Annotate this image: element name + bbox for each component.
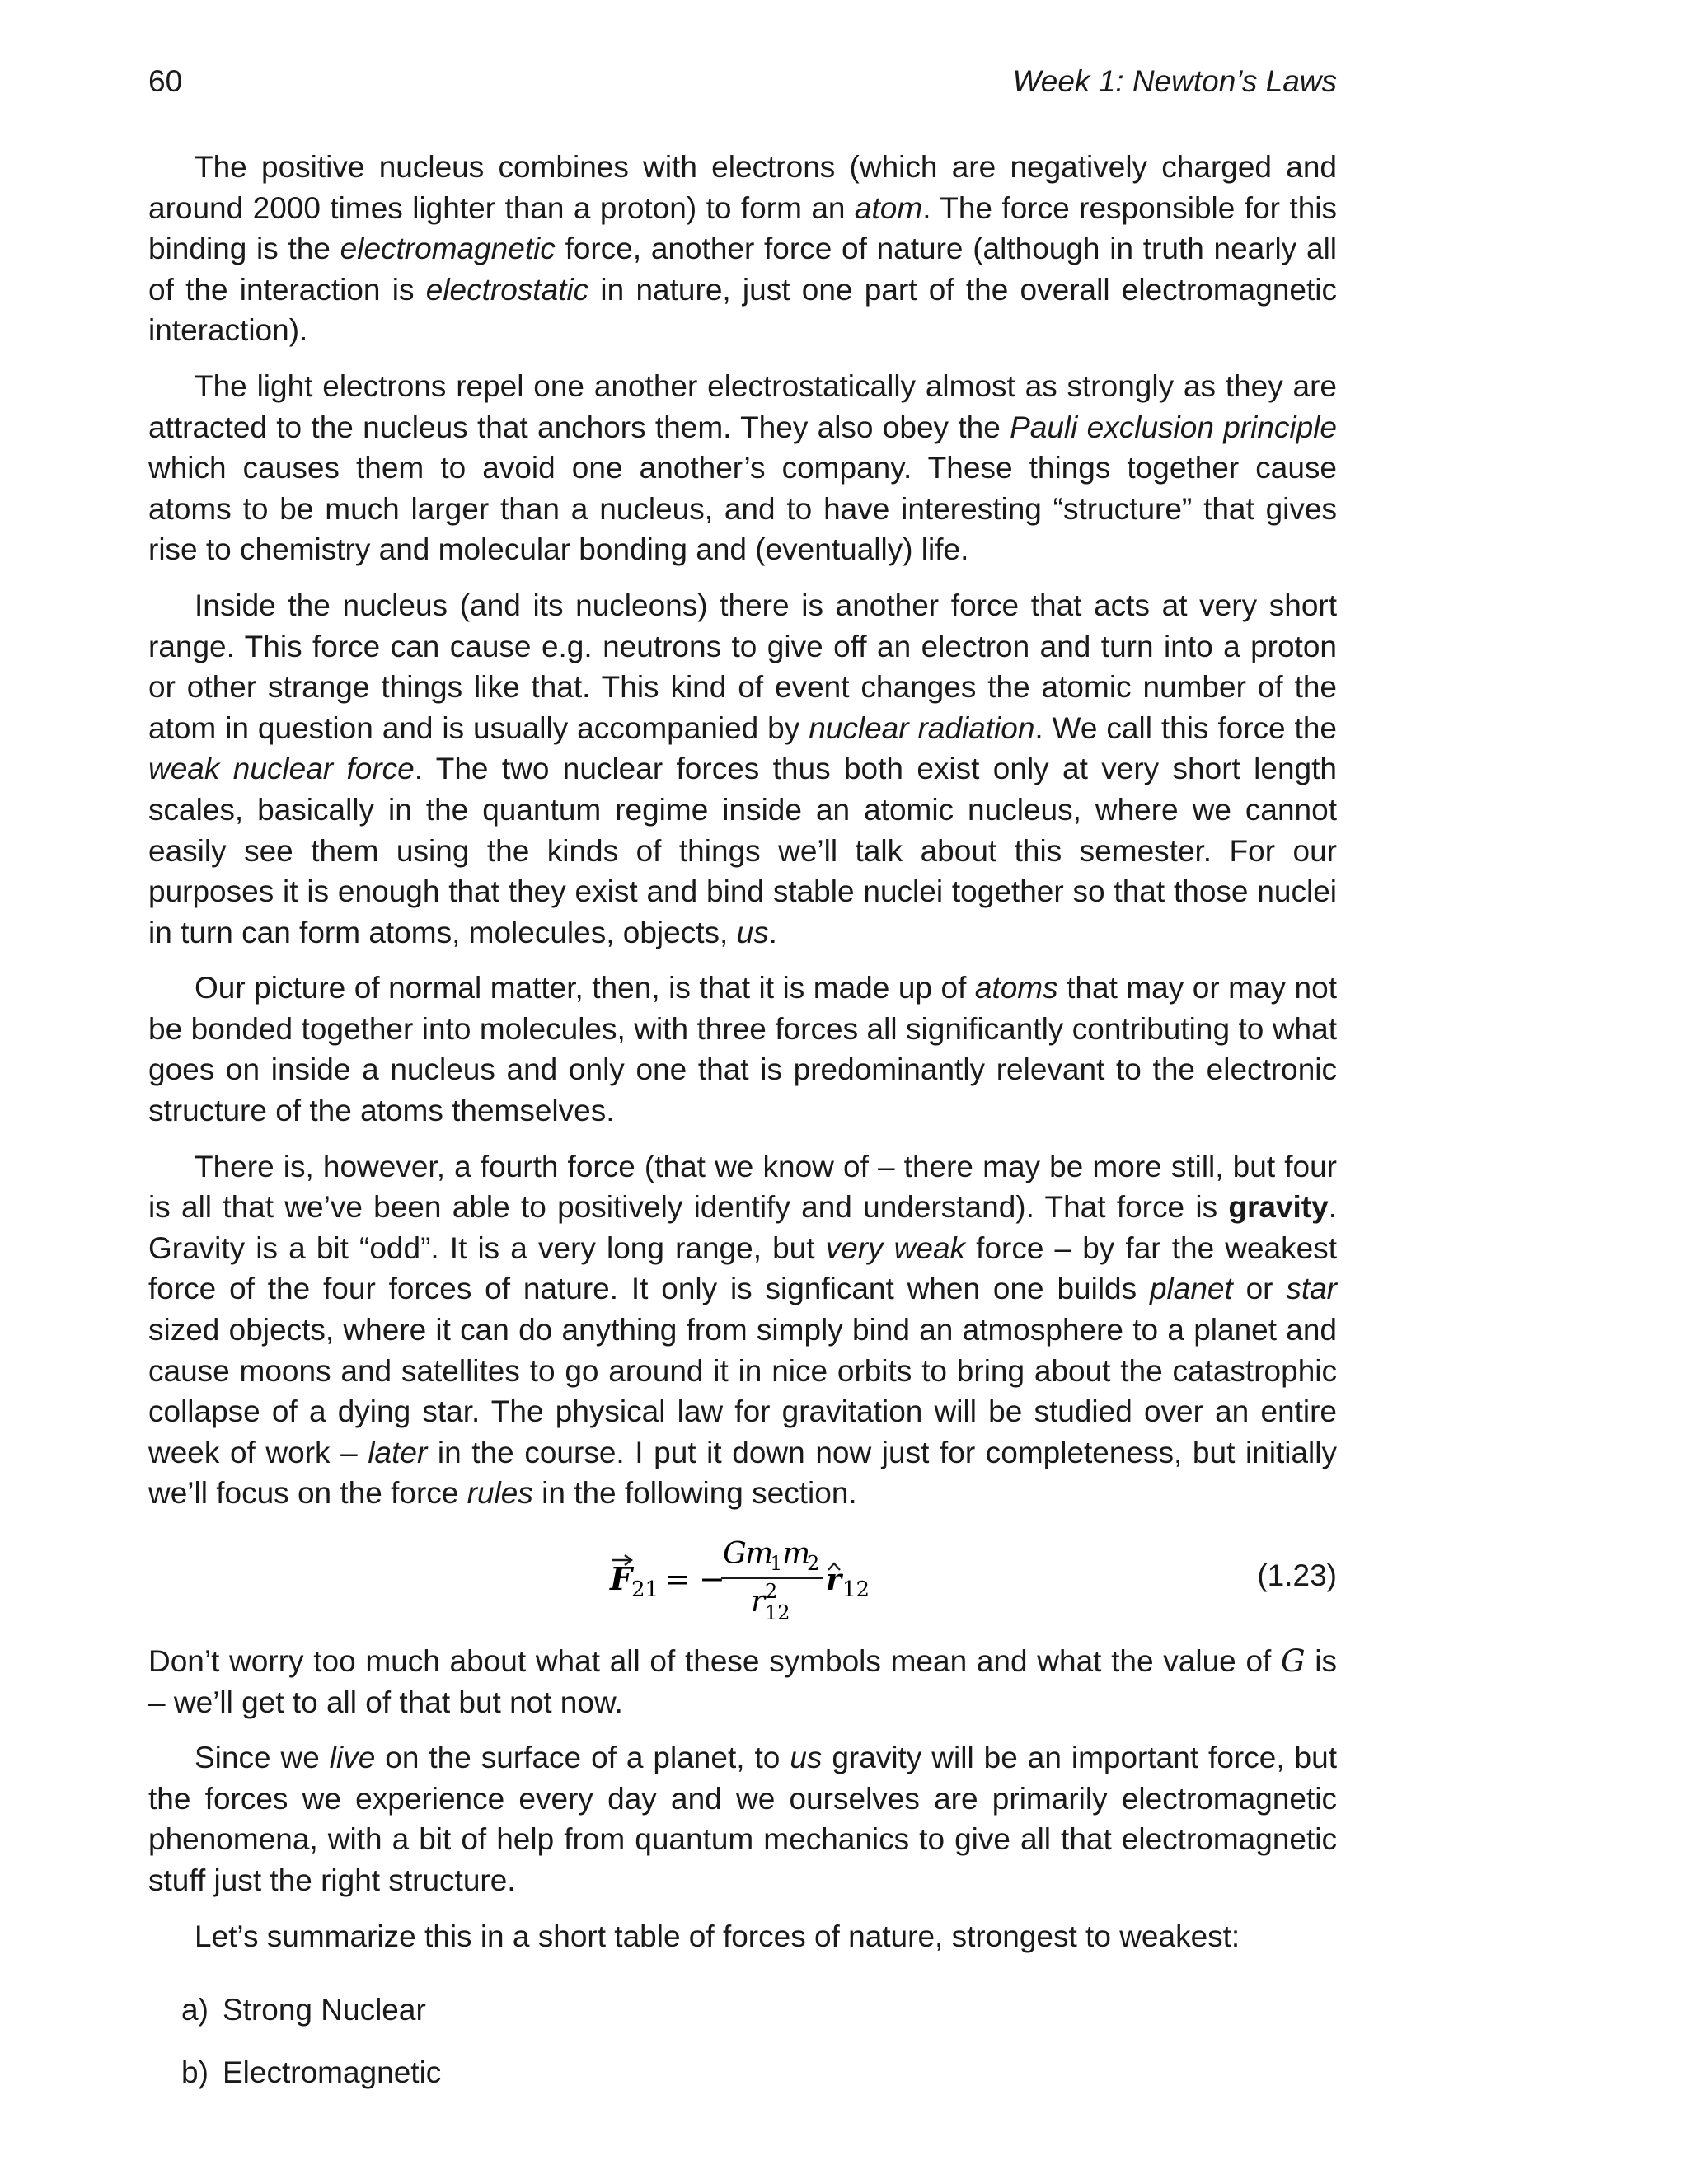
mass-symbol-1: m	[745, 1537, 774, 1571]
emphasis-text: planet	[1149, 1272, 1233, 1306]
minus-sign: −	[699, 1561, 725, 1597]
paragraph	[148, 968, 1337, 1131]
text-run: or	[1232, 1272, 1287, 1306]
paragraphs-after-equation	[148, 1737, 1337, 1957]
after-equation-text-2: is – we’ll get to all of that but not now.	[148, 1644, 1338, 1719]
text-run: . Gravity is a bit “odd”. It is a very long range, but	[148, 1190, 1337, 1265]
list-item	[181, 2052, 1337, 2093]
text-run: in nature, just one part of the overall electromagnetic interaction).	[148, 272, 1337, 348]
text-run: . The two nuclear forces thus both exist only at very short length scales, basically in the quantum regime inside an atomic nucleus, where we cannot easily see them using the kinds of things we’ll talk about this semester. For our purposes it is enough that they exist and bind stable nuclei together so that those nuclei in turn can form atoms, molecules, objects,	[148, 752, 1337, 949]
emphasis-text: live	[329, 1741, 376, 1775]
running-head: Week 1: Newton’s Laws	[1012, 64, 1337, 98]
list-item	[181, 1990, 1337, 2031]
emphasis-text: electrostatic	[425, 272, 589, 307]
text-run: Inside the nucleus (and its nucleons) there is another force that acts at very short range. This force can cause e.g. neutrons to give off an electron and turn into a proton or other strange things like that. This kind of event changes the atomic number of the atom in question and is usually accompanied by	[148, 588, 1337, 745]
text-run: sized objects, where it can do anything from simply bind an atmosphere to a planet and cause moons and satellites to go around it in nice orbits to bring about the catastrophic collapse of a dying star. The physical law for gravitation will be studied over an entire week of work –	[148, 1313, 1337, 1469]
emphasis-text: us	[790, 1741, 823, 1775]
emphasis-text: electromagnetic	[340, 232, 556, 266]
mass-subscript-1: 1	[770, 1552, 783, 1575]
emphasis-text: atom	[854, 190, 923, 225]
text-run: The light electrons repel one another electrostatically almost as strongly as they are attracted to the nucleus that anchors them. They also obey the	[148, 368, 1337, 444]
forces-list	[148, 1990, 1337, 2093]
emphasis-text: Pauli exclusion principle	[1010, 410, 1337, 444]
text-run: in the following section.	[532, 1476, 857, 1511]
text-run: force – by far the weakest force of the four forces of nature. It only is signficant when one builds	[148, 1230, 1337, 1306]
text-run: gravity will be an important force, but the forces we experience every day and we ourselves are primarily electromagnetic phenomena, with a bit of help from quantum mechanics to give all that electromagnetic stuff just the right structure.	[148, 1741, 1337, 1897]
emphasis-text: nuclear radiation	[809, 710, 1035, 745]
paragraph	[148, 1916, 1337, 1957]
mass-symbol-2: m	[782, 1537, 811, 1571]
emphasis-text: very weak	[825, 1230, 966, 1265]
list-marker: a)	[181, 1993, 209, 2027]
text-run: which causes them to avoid one another’s company. These things together cause atoms to be much larger than a nucleus, and to have interesting “structure” that gives rise to chemistry and molecular bonding and (eventually) life.	[148, 451, 1337, 567]
emphasis-text: rules	[467, 1476, 533, 1511]
text-run: . We call this force the	[1034, 710, 1337, 745]
list-marker: b)	[181, 2055, 209, 2089]
paragraph	[148, 1737, 1337, 1900]
equation-formula	[148, 1529, 1337, 1626]
text-run: in the course. I put it down now just for completeness, but initially we’ll focus on the force	[148, 1435, 1337, 1511]
text-run: Our picture of normal matter, then, is that it is made up of	[195, 971, 975, 1005]
mass-subscript-2: 2	[807, 1552, 820, 1575]
text-run: . The force responsible for this binding is the	[148, 190, 1337, 266]
equals-sign: =	[664, 1561, 691, 1597]
text-run: Since we	[195, 1741, 330, 1775]
paragraph	[148, 1146, 1337, 1514]
emphasis-text: weak nuclear force	[148, 752, 415, 786]
after-equation-text-1: Don’t worry too much about what all of these symbols mean and what the value of	[148, 1644, 1282, 1678]
emphasis-text: star	[1286, 1272, 1337, 1306]
paragraphs-before-equation	[148, 147, 1337, 1514]
gravitational-constant: G	[723, 1537, 747, 1571]
emphasis-text: us	[736, 915, 769, 949]
text-run: Let’s summarize this in a short table of forces of nature, strongest to weakest:	[195, 1919, 1240, 1953]
list-label: Electromagnetic	[223, 2055, 442, 2089]
page-number: 60	[148, 64, 183, 98]
distance-exponent: 2	[765, 1580, 778, 1603]
distance-symbol: r	[751, 1585, 766, 1619]
body-text	[148, 147, 1337, 2114]
unit-vector-symbol: r	[826, 1563, 842, 1597]
equation-number: (1.23)	[1257, 1558, 1337, 1592]
force-subscript: 21	[631, 1577, 659, 1602]
text-run: .	[768, 915, 777, 949]
text-run: on the surface of a planet, to	[375, 1741, 790, 1775]
text-run: force, another force of nature (although in truth nearly all of the interaction is	[148, 232, 1338, 307]
paragraph	[148, 147, 1337, 351]
text-run: that may or may not be bonded together into molecules, with three forces all significantly contributing to what goes on inside a nucleus and only one that is predominantly relevant to the electronic structure of the atoms themselves.	[148, 971, 1337, 1128]
page-header	[148, 64, 1337, 105]
list-label: Strong Nuclear	[223, 1993, 426, 2027]
unit-vector-subscript: 12	[842, 1577, 870, 1602]
constant-g-inline: G	[1281, 1643, 1306, 1679]
force-symbol: F	[610, 1560, 632, 1597]
paragraph	[148, 585, 1337, 953]
emphasis-text: later	[368, 1435, 428, 1469]
text-run: There is, however, a fourth force (that we know of – there may be more still, but four is all that we’ve been able to positively identify and understand). That force is	[148, 1149, 1337, 1225]
text-run: The positive nucleus combines with electrons (which are negatively charged and around 2000 times lighter than a proton) to form an	[148, 150, 1337, 225]
gravitation-equation	[148, 1529, 1337, 1626]
bold-text: gravity	[1228, 1190, 1329, 1225]
emphasis-text: atoms	[974, 971, 1058, 1005]
distance-subscript: 12	[765, 1601, 790, 1624]
paragraph	[148, 366, 1337, 570]
paragraph-after-equation	[148, 1641, 1337, 1722]
